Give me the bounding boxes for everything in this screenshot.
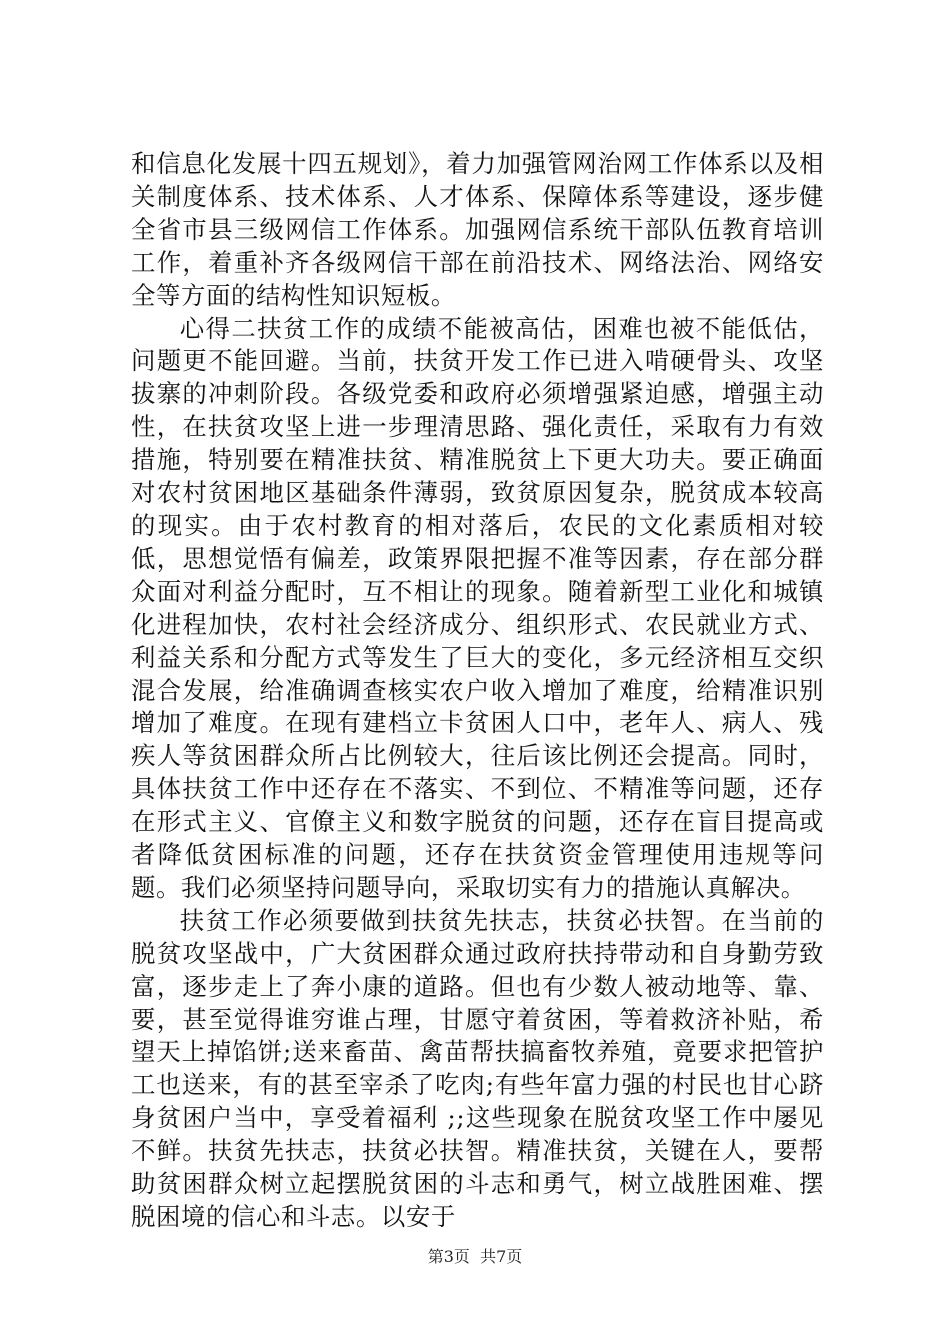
paragraph-1: 和信息化发展十四五规划》，着力加强管网治网工作体系以及相关制度体系、技术体系、人才体系、保障体系等建设，逐步健全省市县三级网信工作体系。加强网信系统干部队伍教育培训工作，着重补齐各级网信干部在前沿技术、网络法治、网络安全等方面的结构性知识短板。 xyxy=(131,149,824,310)
page-footer: 第3页 共7页 xyxy=(427,1247,523,1266)
paragraph-3: 扶贫工作必须要做到扶贫先扶志，扶贫必扶智。在当前的脱贫攻坚战中，广大贫困群众通过政府扶持带动和自身勤劳致富，逐步走上了奔小康的道路。但也有少数人被动地等、靠、要，甚至觉得谁穷谁占理，甘愿守着贫困，等着救济补贴，希望天上掉馅饼;送来畜苗、禽苗帮扶搞畜牧养殖，竟要求把管护工也送来，有的甚至宰杀了吃肉;有些年富力强的村民也甘心跻身贫困户当中，享受着福利 ;;这些现象在脱贫攻坚工作中屡见不鲜。扶贫先扶志，扶贫必扶智。精准扶贫，关键在人，要帮助贫困群众树立起摆脱贫困的斗志和勇气，树立战胜困难、摆脱困境的信心和斗志。以安于 xyxy=(131,905,824,1231)
paragraph-2: 心得二扶贫工作的成绩不能被高估，困难也被不能低估，问题更不能回避。当前，扶贫开发工作已进入啃硬骨头、攻坚拔寨的冲刺阶段。各级党委和政府必须增强紧迫感，增强主动性，在扶贫攻坚上进一步理清思路、强化责任，采取有力有效措施，特别要在精准扶贫、精准脱贫上下更大功夫。要正确面对农村贫困地区基础条件薄弱，致贫原因复杂，脱贫成本较高的现实。由于农村教育的相对落后，农民的文化素质相对较低，思想觉悟有偏差，政策界限把握不准等因素，存在部分群众面对利益分配时，互不相让的现象。随着新型工业化和城镇化进程加快，农村社会经济成分、组织形式、农民就业方式、利益关系和分配方式等发生了巨大的变化，多元经济相互交织混合发展，给准确调查核实农户收入增加了难度，给精准识别增加了难度。在现有建档立卡贫困人口中，老年人、病人、残疾人等贫困群众所占比例较大，往后该比例还会提高。同时，具体扶贫工作中还存在不落实、不到位、不精准等问题，还存在形式主义、官僚主义和数字脱贫的问题，还存在盲目提高或者降低贫困标准的问题，还存在扶贫资金管理使用违规等问题。我们必须坚持问题导向，采取切实有力的措施认真解决。 xyxy=(131,313,824,902)
document-body xyxy=(131,148,824,1234)
